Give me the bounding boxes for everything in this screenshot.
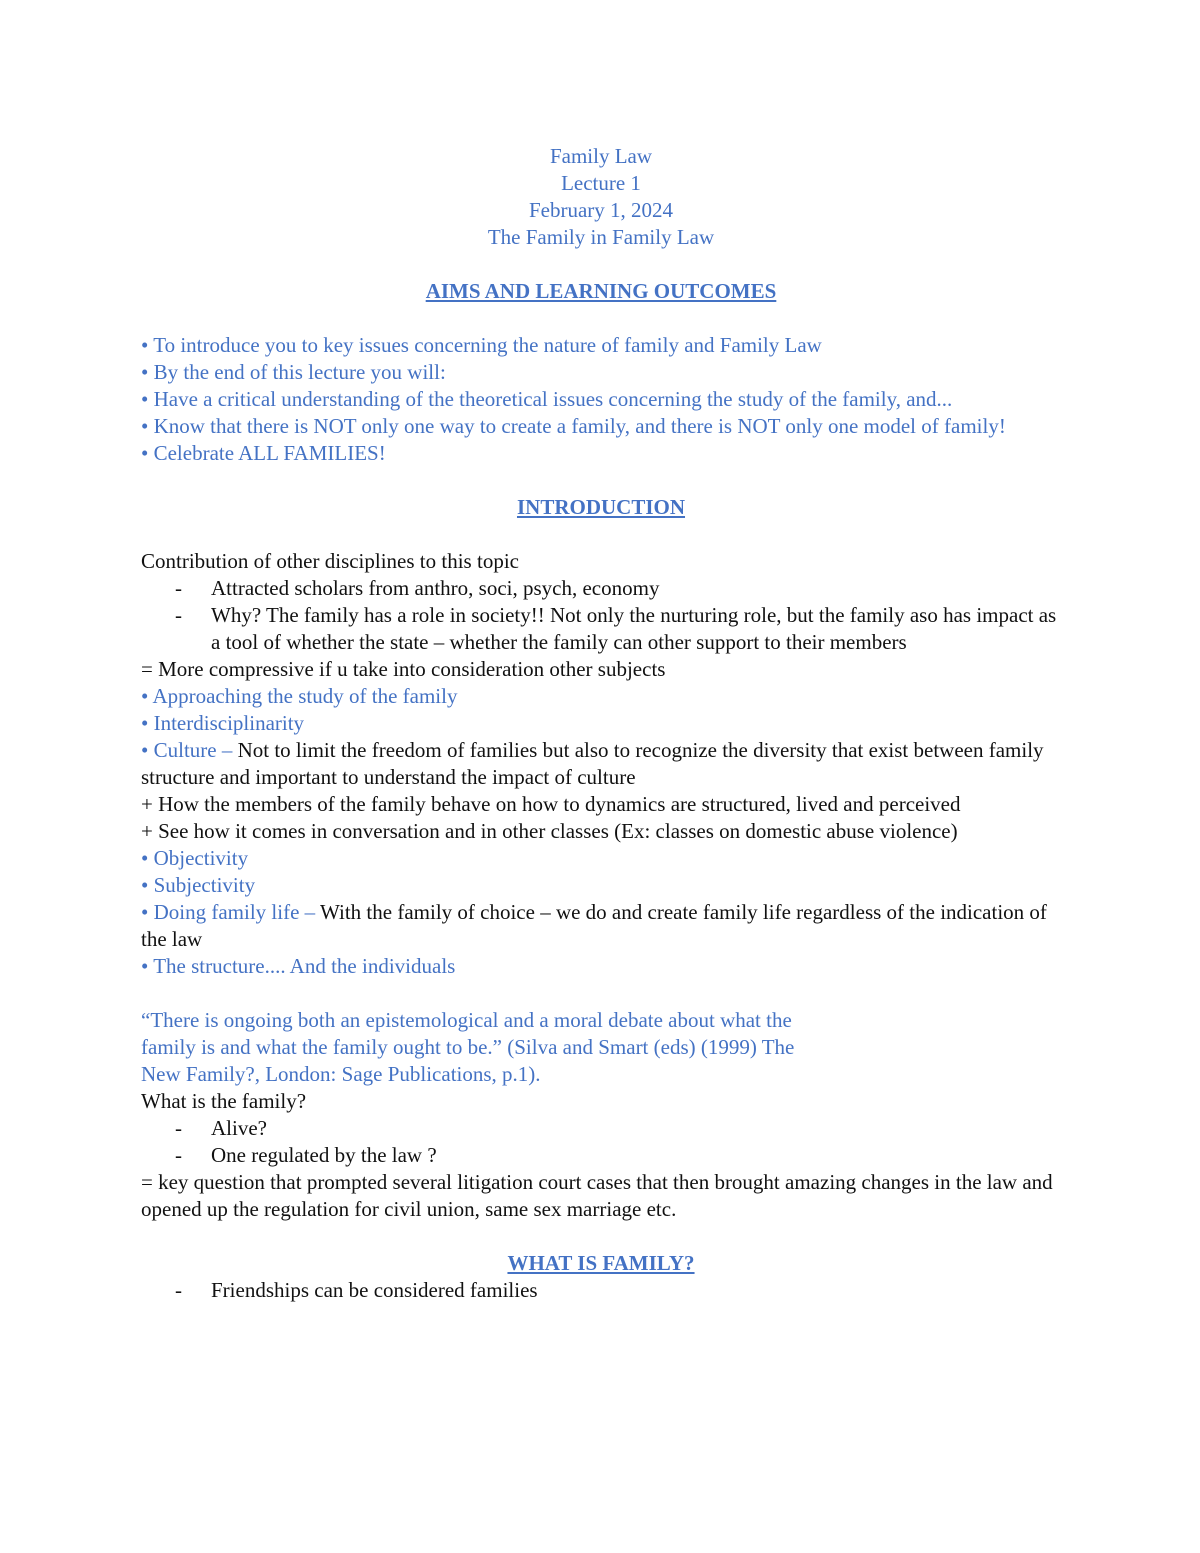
- culture-text: Not to limit the freedom of families but also to recognize the diversity that exist between family structure and important to understand the impact of culture: [141, 738, 1044, 789]
- aims-item: • Have a critical understanding of the theoretical issues concerning the study of the family, and...: [141, 387, 953, 411]
- list-item: - Attracted scholars from anthro, soci, psych, economy: [141, 575, 1061, 602]
- what-is-family-heading: WHAT IS FAMILY?: [507, 1251, 695, 1275]
- culture-bullet: [141, 737, 1061, 791]
- list-item: - Friendships can be considered families: [141, 1277, 1061, 1304]
- doing-family-label: • Doing family life –: [141, 900, 321, 924]
- family-question: What is the family?: [141, 1089, 307, 1113]
- interdisciplinarity-bullet: • Interdisciplinarity: [141, 711, 305, 735]
- introduction-summary: = More compressive if u take into consideration other subjects: [141, 657, 666, 681]
- list-item: - Why? The family has a role in society!! Not only the nurturing role, but the family aso has impact as a tool of whether the state – whether the family can other support to their members: [141, 602, 1061, 656]
- question-dash-list: [141, 1115, 1061, 1169]
- list-item: - One regulated by the law ?: [141, 1142, 1061, 1169]
- lecture-number: Lecture 1: [561, 171, 641, 195]
- subjectivity-bullet: • Subjectivity: [141, 873, 256, 897]
- what-is-family-dash-list: [141, 1277, 1061, 1304]
- lecture-topic: The Family in Family Law: [487, 225, 715, 249]
- document-body: [141, 143, 1061, 1304]
- lecture-date: February 1, 2024: [528, 198, 674, 222]
- doing-family-text: With the family of choice – we do and create family life regardless of the indication of the law: [141, 900, 1047, 951]
- culture-label: • Culture –: [141, 738, 238, 762]
- list-item: - Alive?: [141, 1115, 1061, 1142]
- doing-family-bullet: [141, 899, 1061, 953]
- quote-line: family is and what the family ought to be.” (Silva and Smart (eds) (1999) The: [141, 1035, 795, 1059]
- objectivity-bullet: • Objectivity: [141, 846, 249, 870]
- approach-bullet: • Approaching the study of the family: [141, 684, 458, 708]
- plus-note: + How the members of the family behave on how to dynamics are structured, lived and perceived: [141, 792, 961, 816]
- plus-note: + See how it comes in conversation and in other classes (Ex: classes on domestic abuse violence): [141, 819, 958, 843]
- question-conclusion: = key question that prompted several litigation court cases that then brought amazing changes in the law and opened up the regulation for civil union, same sex marriage etc.: [141, 1170, 1053, 1221]
- aims-item: • Celebrate ALL FAMILIES!: [141, 441, 386, 465]
- aims-item: • Know that there is NOT only one way to create a family, and there is NOT only one model of family!: [141, 414, 1006, 438]
- quote-line: “There is ongoing both an epistemological and a moral debate about what the: [141, 1008, 792, 1032]
- introduction-dash-list: [141, 575, 1061, 656]
- aims-item: • To introduce you to key issues concerning the nature of family and Family Law: [141, 333, 822, 357]
- course-title: Family Law: [549, 144, 653, 168]
- introduction-heading: INTRODUCTION: [516, 495, 686, 519]
- introduction-lead: Contribution of other disciplines to this topic: [141, 549, 519, 573]
- aims-item: • By the end of this lecture you will:: [141, 360, 446, 384]
- quote-line: New Family?, London: Sage Publications, p.1).: [141, 1062, 541, 1086]
- structure-bullet: • The structure.... And the individuals: [141, 954, 456, 978]
- aims-heading: AIMS AND LEARNING OUTCOMES: [425, 279, 777, 303]
